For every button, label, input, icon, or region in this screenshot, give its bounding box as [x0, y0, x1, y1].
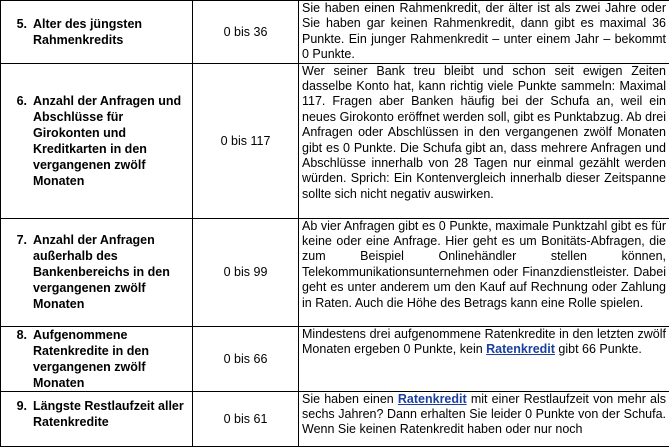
- points-range: 0 bis 117: [193, 63, 299, 218]
- description-text: Sie haben einen: [302, 392, 398, 406]
- table-row: [1, 326, 669, 391]
- criterion-cell: [1, 1, 193, 64]
- description: [299, 326, 669, 391]
- points-range: 0 bis 99: [193, 218, 299, 326]
- points-range: 0 bis 36: [193, 1, 299, 64]
- table-row: [1, 1, 669, 64]
- points-range: 0 bis 66: [193, 326, 299, 391]
- ratenkredit-link[interactable]: Ratenkredit: [486, 342, 555, 356]
- criterion-label: Aufgenommene Ratenkredite in den vergangenen zwölf Monaten: [33, 327, 163, 391]
- table-row: [1, 218, 669, 326]
- points-range: 0 bis 61: [193, 391, 299, 446]
- table-row: [1, 391, 669, 446]
- criterion-cell: [1, 326, 193, 391]
- criterion-label: Anzahl der Anfragen und Abschlüsse für Girokonten und Kreditkarten in den vergangenen zwölf Monaten: [33, 93, 192, 189]
- description: Sie haben einen Rahmenkredit, der älter ist als zwei Jahre oder Sie haben gar keinen Rahmenkredit, dann gibt es maximal 36 Punkte. Ein junger Rahmenkredit – unter einem Jahr – bekommt 0 Punkte.: [299, 1, 669, 64]
- criterion-cell: [1, 391, 193, 446]
- description-text: gibt 66 Punkte.: [555, 342, 642, 356]
- ratenkredit-link[interactable]: Ratenkredit: [398, 392, 467, 406]
- criterion-label: Anzahl der Anfragen außerhalb des Bankenbereichs in den vergangenen zwölf Monaten: [33, 232, 183, 312]
- description-text: mit einer Restlaufzeit von mehr als sechs Jahren? Dann erhalten Sie leider 0 Punkte von der Schufa. Wenn Sie keinen Ratenkredit haben oder nur noch: [302, 392, 666, 437]
- description: [299, 391, 669, 446]
- row-number: 5.: [1, 16, 33, 32]
- description: Wer seiner Bank treu bleibt und schon seit ewigen Zeiten dasselbe Konto hat, kann richtig viele Punkte sammeln: Maximal 117. Fragen aber Banken häufig bei der Schufa an, weil ein neues Girokonto eröffnet werden soll, gibt es Punktabzug. Ab drei Anfragen oder Abschlüssen in den vergangenen zwölf Monaten gibt es 0 Punkte. Die Schufa gibt an, dass mehrere Anfragen und Abschlüsse innerhalb von 28 Tagen nur einmal gezählt werden würden. Sprich: Ein Kontenvergleich innerhalb dieser Zeitspanne sollte sich nicht negativ auswirken.: [299, 63, 669, 218]
- row-number: 6.: [1, 93, 33, 109]
- row-number: 9.: [1, 398, 33, 414]
- criterion-cell: [1, 63, 193, 218]
- description-text: Mindestens drei aufgenommene Ratenkredite in den letzten zwölf Monaten ergeben 0 Punkte, kein: [302, 327, 666, 356]
- description: Ab vier Anfragen gibt es 0 Punkte, maximale Punktzahl gibt es für keine oder eine Anfrage. Hier geht es um Bonitäts-Abfragen, die zum Beispiel Onlinehändler stellen können, Telekommunikationsunternehmen oder Finanzdienstleister. Dabei geht es unter anderem um den Kauf auf Rechnung oder Zahlung in Raten. Auch die Höhe des Betrags kann eine Rolle spielen.: [299, 218, 669, 326]
- criterion-label: Alter des jüngsten Rahmenkredits: [33, 16, 158, 48]
- criterion-label: Längste Restlaufzeit aller Ratenkredite: [33, 398, 192, 430]
- table-row: [1, 63, 669, 218]
- row-number: 8.: [1, 327, 33, 343]
- row-number: 7.: [1, 232, 33, 248]
- criterion-cell: [1, 218, 193, 326]
